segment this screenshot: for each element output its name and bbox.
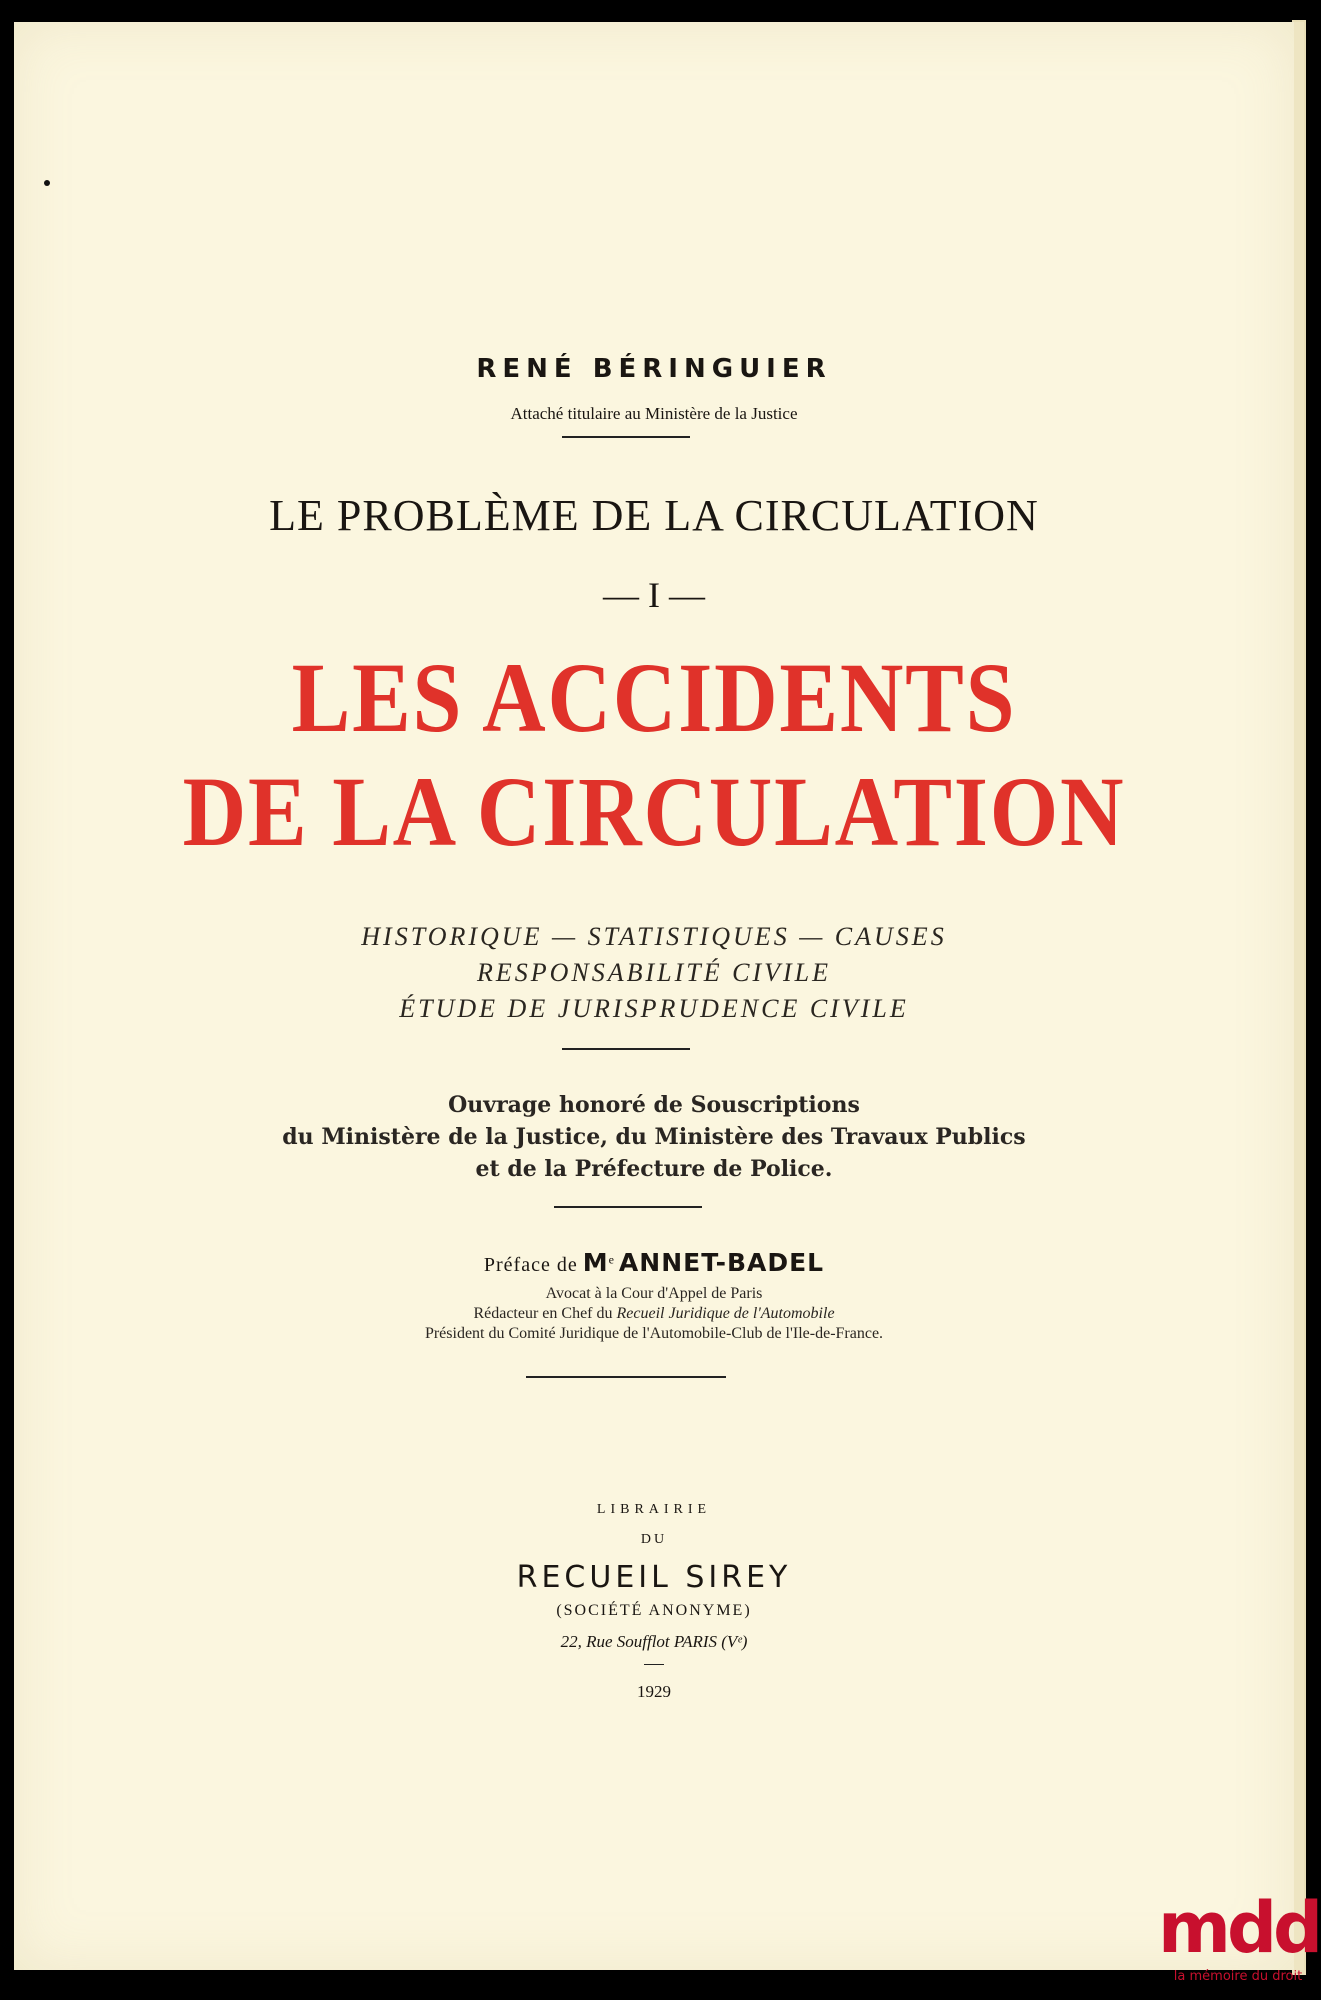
publisher-address: 22, Rue Soufflot PARIS (Vᵉ) bbox=[560, 1632, 748, 1651]
divider-rule bbox=[562, 1048, 690, 1050]
author-title: Attaché titulaire au Ministère de la Justice bbox=[510, 404, 798, 423]
preface-label: Préface de bbox=[483, 1254, 578, 1276]
logo-mark: mdd bbox=[1158, 1887, 1320, 1969]
divider-rule bbox=[562, 436, 690, 438]
small-rule bbox=[644, 1664, 664, 1665]
honor-line-2: du Ministère de la Justice, du Ministère des Travaux Publics bbox=[282, 1124, 1026, 1150]
subtitle-line-2: RESPONSABILITÉ CIVILE bbox=[476, 958, 832, 987]
publisher-line-2: DU bbox=[640, 1532, 668, 1547]
preface-detail-2-journal: Recueil Juridique de l'Automobile bbox=[616, 1305, 835, 1322]
preface-detail-2-text: Rédacteur en Chef du bbox=[473, 1305, 613, 1322]
publisher-type: (SOCIÉTÉ ANONYME) bbox=[556, 1602, 752, 1619]
preface-detail-1: Avocat à la Cour d'Appel de Paris bbox=[545, 1285, 763, 1302]
subtitle-line-3: ÉTUDE DE JURISPRUDENCE CIVILE bbox=[399, 994, 909, 1023]
volume-number: — I — bbox=[603, 575, 705, 615]
publisher-line-1: LIBRAIRIE bbox=[596, 1502, 712, 1517]
preface-author: ANNET-BADEL bbox=[618, 1248, 825, 1277]
publication-year: 1929 bbox=[637, 1682, 671, 1701]
mdd-logo bbox=[1158, 1887, 1320, 1993]
logo-text: la mémoire du droit bbox=[1173, 1969, 1303, 1984]
preface-honorific-sup: e bbox=[608, 1252, 614, 1267]
preface-detail-2 bbox=[14, 1305, 1294, 1323]
honor-line-1: Ouvrage honoré de Souscriptions bbox=[448, 1092, 860, 1118]
publisher-name: RECUEIL SIREY bbox=[516, 1560, 792, 1595]
honor-line-3: et de la Préfecture de Police. bbox=[475, 1156, 833, 1182]
divider-rule bbox=[554, 1206, 702, 1208]
preface-detail-3: Président du Comité Juridique de l'Automobile-Club de l'Ile-de-France. bbox=[424, 1325, 884, 1342]
preface-heading bbox=[14, 1248, 1294, 1277]
main-title-line-1: LES ACCIDENTS bbox=[291, 642, 1017, 753]
preface-honorific: M bbox=[582, 1248, 609, 1277]
title-page bbox=[14, 22, 1304, 1970]
author-name: RENÉ BÉRINGUIER bbox=[476, 354, 832, 384]
series-title: LE PROBLÈME DE LA CIRCULATION bbox=[269, 491, 1039, 540]
divider-rule bbox=[526, 1376, 726, 1378]
ink-spot bbox=[44, 180, 50, 186]
main-title-line-2: DE LA CIRCULATION bbox=[182, 756, 1126, 867]
subtitle-line-1: HISTORIQUE — STATISTIQUES — CAUSES bbox=[361, 922, 947, 951]
